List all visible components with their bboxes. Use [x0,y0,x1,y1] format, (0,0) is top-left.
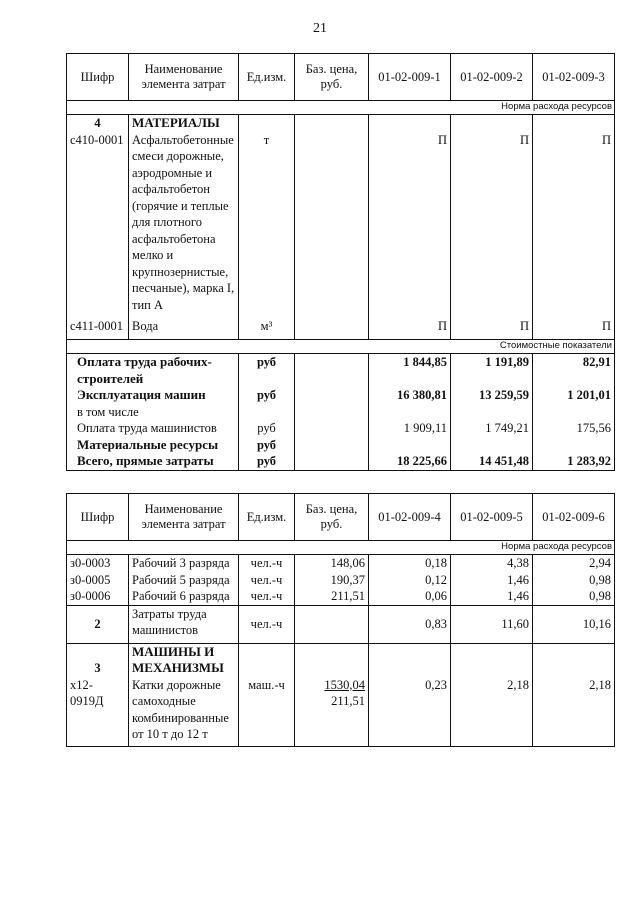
cost-unit [239,404,295,421]
cost-value-3 [533,437,615,454]
worker-name: Рабочий 6 разряда [129,588,239,605]
header-unit: Ед.изм. [239,54,295,101]
cost-label: Стоимостные показатели [67,340,615,354]
machine-price-2: 211,51 [331,694,365,708]
material-code: с410-0001 [67,132,129,318]
cost-value-1: 16 380,81 [369,387,451,404]
worker-name: Рабочий 3 разряда [129,555,239,572]
norm-label: Норма расхода ресурсов [67,101,615,115]
cost-value-3: 82,91 [533,354,615,388]
header-code: Шифр [67,494,129,541]
worker-unit: чел.-ч [239,555,295,572]
cost-value-2: 1 191,89 [451,354,533,388]
header-name: Наименование элемента затрат [129,494,239,541]
material-unit: м³ [239,318,295,340]
section-title: МАТЕРИАЛЫ [129,115,239,132]
cost-name: в том числе [67,404,239,421]
cost-row [67,387,615,404]
cost-name: Оплата труда машинистов [67,420,239,437]
worker-row [67,588,615,605]
machines-section-code: 3 [67,643,129,677]
cost-value-1 [369,437,451,454]
worker-value-3: 0,98 [533,588,615,605]
cost-name: Эксплуатация машин [67,387,239,404]
machine-value-1: 0,23 [369,677,451,747]
header-base-price: Баз. цена, руб. [295,54,369,101]
material-value-3: П [533,318,615,340]
worker-value-3: 2,94 [533,555,615,572]
cost-value-2: 13 259,59 [451,387,533,404]
labor-row [67,605,615,643]
machine-value-2: 2,18 [451,677,533,747]
header-unit: Ед.изм. [239,494,295,541]
cost-unit: руб [239,387,295,404]
material-value-1: П [369,132,451,318]
worker-value-1: 0,18 [369,555,451,572]
material-code: с411-0001 [67,318,129,340]
cost-value-3: 175,56 [533,420,615,437]
page-number: 21 [313,21,327,36]
header-col-2: 01-02-009-2 [451,54,533,101]
cost-row [67,420,615,437]
worker-row [67,572,615,589]
machine-value-3: 2,18 [533,677,615,747]
worker-value-2: 1,46 [451,588,533,605]
cost-name: Материальные ресурсы [67,437,239,454]
cost-value-1: 1 909,11 [369,420,451,437]
cost-value-2 [451,404,533,421]
header-col-1: 01-02-009-1 [369,54,451,101]
header-col-3: 01-02-009-3 [533,54,615,101]
worker-code: з0-0006 [67,588,129,605]
worker-name: Рабочий 5 разряда [129,572,239,589]
labor-value-2: 11,60 [451,605,533,643]
worker-value-2: 4,38 [451,555,533,572]
table1-header-row [67,54,615,101]
machine-code: х12-0919Д [67,677,129,747]
resource-table-2 [66,493,615,747]
cost-row [67,354,615,388]
cost-value-2: 1 749,21 [451,420,533,437]
worker-price: 190,37 [295,572,369,589]
cost-value-3: 1 201,01 [533,387,615,404]
material-value-3: П [533,132,615,318]
cost-value-2: 14 451,48 [451,453,533,470]
material-unit: т [239,132,295,318]
cost-row [67,453,615,470]
cost-row [67,437,615,454]
material-name: Вода [129,318,239,340]
resource-table-1 [66,53,615,471]
worker-value-1: 0,12 [369,572,451,589]
worker-value-3: 0,98 [533,572,615,589]
machines-section-title: МАШИНЫ И МЕХАНИЗМЫ [129,643,239,677]
cost-value-3: 1 283,92 [533,453,615,470]
cost-value-2 [451,437,533,454]
labor-name: Затраты труда машинистов [129,605,239,643]
cost-name: Оплата труда рабочих-строителей [67,354,239,388]
norm-label: Норма расхода ресурсов [67,541,615,555]
worker-unit: чел.-ч [239,588,295,605]
worker-code: з0-0005 [67,572,129,589]
cost-unit: руб [239,354,295,388]
worker-price: 211,51 [295,588,369,605]
header-col-5: 01-02-009-5 [451,494,533,541]
header-code: Шифр [67,54,129,101]
labor-value-1: 0,83 [369,605,451,643]
labor-value-3: 10,16 [533,605,615,643]
cost-unit: руб [239,420,295,437]
header-base-price: Баз. цена, руб. [295,494,369,541]
worker-unit: чел.-ч [239,572,295,589]
cost-unit: руб [239,453,295,470]
material-value-2: П [451,318,533,340]
worker-row [67,555,615,572]
table2-header-row [67,494,615,541]
material-name: Асфальтобетонные смеси дорожные, аэродромные и асфальтобетон (горячие и теплые для плотного асфальтобетона мелко и крупнозернистые, песчаные), марка I, тип А [129,132,239,318]
cost-value-1: 1 844,85 [369,354,451,388]
cost-value-1 [369,404,451,421]
worker-value-1: 0,06 [369,588,451,605]
cost-row [67,404,615,421]
machine-unit: маш.-ч [239,677,295,747]
material-value-1: П [369,318,451,340]
worker-value-2: 1,46 [451,572,533,589]
material-value-2: П [451,132,533,318]
cost-value-1: 18 225,66 [369,453,451,470]
cost-unit: руб [239,437,295,454]
material-row [67,132,615,318]
worker-code: з0-0003 [67,555,129,572]
material-row [67,318,615,340]
labor-unit: чел.-ч [239,605,295,643]
header-col-4: 01-02-009-4 [369,494,451,541]
section-code: 4 [67,115,129,132]
worker-price: 148,06 [295,555,369,572]
header-name: Наименование элемента затрат [129,54,239,101]
cost-name: Всего, прямые затраты [67,453,239,470]
cost-value-3 [533,404,615,421]
labor-code: 2 [67,605,129,643]
machine-name: Катки дорожные самоходные комбинированные от 10 т до 12 т [129,677,239,747]
machine-row [67,677,615,747]
header-col-6: 01-02-009-6 [533,494,615,541]
machine-price-1: 1530,04 [324,677,365,692]
